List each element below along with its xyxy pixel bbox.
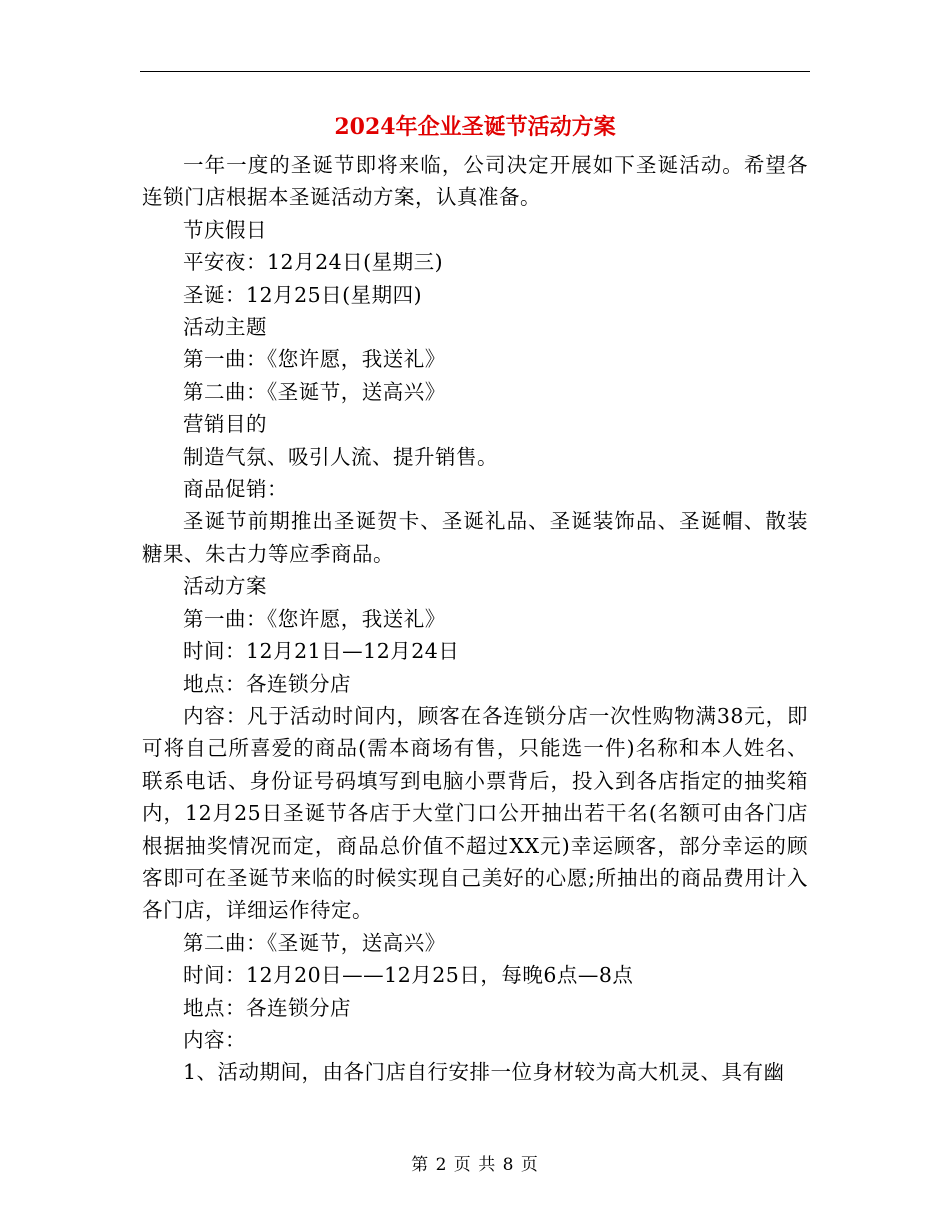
page-footer: 第 2 页 共 8 页 — [411, 1155, 539, 1175]
paragraph-plan-two-place: 地点：各连锁分店 — [183, 995, 351, 1020]
paragraph-theme-heading: 活动主题 — [183, 315, 267, 340]
header-rule — [140, 71, 810, 72]
paragraph-goal: 制造气氛、吸引人流、提升销售。 — [183, 444, 498, 469]
paragraph-holiday-heading: 节庆假日 — [183, 217, 267, 242]
paragraph-plan-two-item-one: 1、活动期间，由各门店自行安排一位身材较为高大机灵、具有幽 — [183, 1060, 785, 1085]
paragraph-promo-items: 圣诞节前期推出圣诞贺卡、圣诞礼品、圣诞装饰品、圣诞帽、散装糖果、朱古力等应季商品。 — [142, 509, 808, 566]
paragraph-plan-heading: 活动方案 — [183, 574, 267, 599]
document-body — [142, 149, 808, 1089]
paragraph-theme-two: 第二曲：《圣诞节，送高兴》 — [183, 379, 446, 404]
paragraph-plan-one-place: 地点：各连锁分店 — [183, 671, 351, 696]
paragraph-theme-one: 第一曲：《您许愿，我送礼》 — [183, 347, 446, 372]
paragraph-plan-two-content-label: 内容： — [183, 1027, 246, 1052]
paragraph-plan-one-time: 时间：12月21日—12月24日 — [183, 639, 460, 664]
paragraph-christmas-day: 圣诞：12月25日(星期四) — [183, 282, 423, 307]
paragraph-plan-one-content: 内容：凡于活动时间内，顾客在各连锁分店一次性购物满38元，即可将自己所喜爱的商品(需本商场有售，只能选一件)名称和本人姓名、联系电话、身份证号码填写到电脑小票背后，投入到各店指定的抽奖箱内，12月25日圣诞节各店于大堂门口公开抽出若干名(名额可由各门店根据抽奖情况而定，商品总价值不超过XX元)幸运顾客，部分幸运的顾客即可在圣诞节来临的时候实现自己美好的心愿;所抽出的商品费用计入各门店，详细运作待定。 — [142, 703, 808, 923]
paragraph-plan-two-time: 时间：12月20日——12月25日，每晚6点—8点 — [183, 963, 634, 988]
paragraph-intro: 一年一度的圣诞节即将来临，公司决定开展如下圣诞活动。希望各连锁门店根据本圣诞活动方案，认真准备。 — [142, 153, 808, 210]
paragraph-plan-two-title: 第二曲：《圣诞节，送高兴》 — [183, 930, 446, 955]
paragraph-christmas-eve: 平安夜：12月24日(星期三) — [183, 250, 444, 275]
paragraph-plan-one-title: 第一曲：《您许愿，我送礼》 — [183, 606, 446, 631]
paragraph-goal-heading: 营销目的 — [183, 412, 267, 437]
paragraph-promo-heading: 商品促销： — [183, 477, 288, 502]
document-title: 2024年企业圣诞节活动方案 — [334, 114, 616, 140]
